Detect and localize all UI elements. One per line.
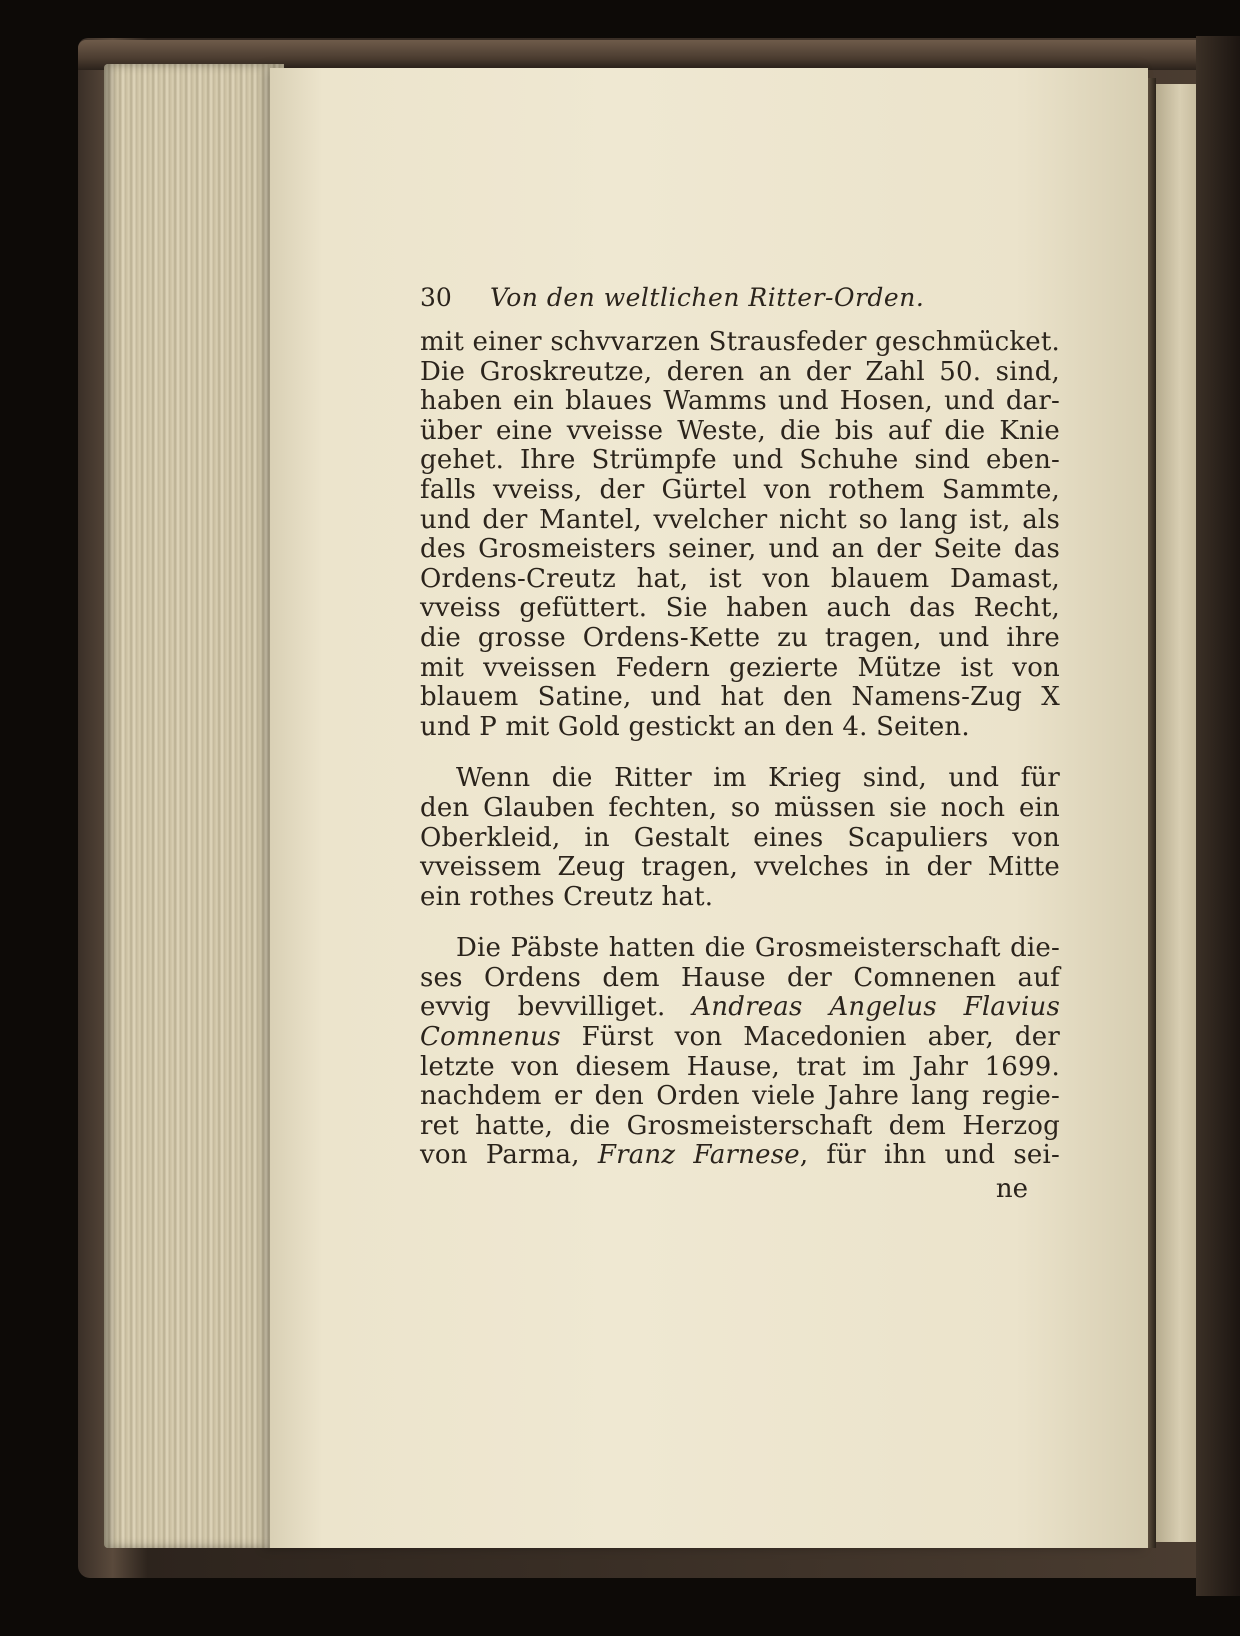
person-name-italic: Franz Farnese xyxy=(597,1140,800,1171)
catchword: ne xyxy=(995,1174,1028,1205)
text-line: ret hatte, die Grosmeisterschaft dem Herzog xyxy=(420,1110,1060,1141)
text-line: Die Päbste hatten die Grosmeisterschaft die- xyxy=(456,933,1060,964)
book-binding-edge xyxy=(1196,36,1240,1596)
text-run: von Parma, xyxy=(420,1140,598,1171)
text-line: ses Ordens dem Hause der Comnenen auf xyxy=(420,962,1060,993)
text-line: des Grosmeisters seiner, und an der Seite das xyxy=(420,534,1060,565)
text-line: mit vveissen Federn gezierte Mütze ist von xyxy=(420,652,1060,683)
text-line: Ordens-Creutz hat, ist von blauem Damast, xyxy=(420,563,1060,594)
text-line: Wenn die Ritter im Krieg sind, und für xyxy=(456,763,1060,794)
running-head xyxy=(420,276,1060,320)
text-line: vveiss gefüttert. Sie haben auch das Recht, xyxy=(420,593,1060,624)
text-line: nachdem er den Orden viele Jahre lang regie- xyxy=(420,1081,1060,1112)
text-line: falls vveiss, der Gürtel von rothem Sammte, xyxy=(420,474,1060,505)
text-line: haben ein blaues Wamms und Hosen, und dar- xyxy=(420,386,1060,417)
page-text xyxy=(420,276,1060,1205)
text-line: blauem Satine, und hat den Namens-Zug X xyxy=(420,682,1060,713)
text-line: die grosse Ordens-Kette zu tragen, und ihre xyxy=(420,622,1060,653)
paragraph-1 xyxy=(420,328,1060,742)
text-run: evvig bevvilliget. xyxy=(420,992,693,1023)
page-stack-edges xyxy=(104,64,284,1548)
text-line: letzte von diesem Hause, trat im Jahr 1699. xyxy=(420,1051,1060,1082)
text-line: mit einer schvvarzen Strausfeder geschmücket. xyxy=(420,327,1060,357)
person-name-italic: Comnenus xyxy=(420,1022,561,1053)
page-number: 30 xyxy=(420,283,452,312)
text-line: vveissem Zeug tragen, vvelches in der Mitte xyxy=(420,852,1060,883)
text-line: über eine vveisse Weste, die bis auf die Knie xyxy=(420,415,1060,446)
text-run: , für ihn und sei- xyxy=(799,1140,1060,1171)
text-line xyxy=(420,1023,1060,1053)
running-title: Von den weltlichen Ritter-Orden. xyxy=(490,283,925,312)
facing-page-edge xyxy=(1156,84,1196,1542)
paragraph-2 xyxy=(420,764,1060,912)
text-line: den Glauben fechten, so müssen sie noch ein xyxy=(420,792,1060,823)
text-run: Fürst von Macedonien aber, der xyxy=(560,1022,1060,1053)
text-line xyxy=(420,1141,1060,1171)
text-line: und P mit Gold gestickt an den 4. Seiten. xyxy=(420,711,970,742)
text-line: Die Groskreutze, deren an der Zahl 50. sind, xyxy=(420,356,1060,387)
text-line: und der Mantel, vvelcher nicht so lang ist, als xyxy=(420,504,1060,535)
text-line: gehet. Ihre Strümpfe und Schuhe sind eben- xyxy=(420,445,1060,476)
person-name-italic: Andreas Angelus Flavius xyxy=(692,992,1061,1023)
text-line: Oberkleid, in Gestalt eines Scapuliers von xyxy=(420,822,1060,853)
text-line: ein rothes Creutz hat. xyxy=(420,881,714,912)
paragraph-3 xyxy=(420,934,1060,1171)
text-line xyxy=(420,993,1060,1023)
